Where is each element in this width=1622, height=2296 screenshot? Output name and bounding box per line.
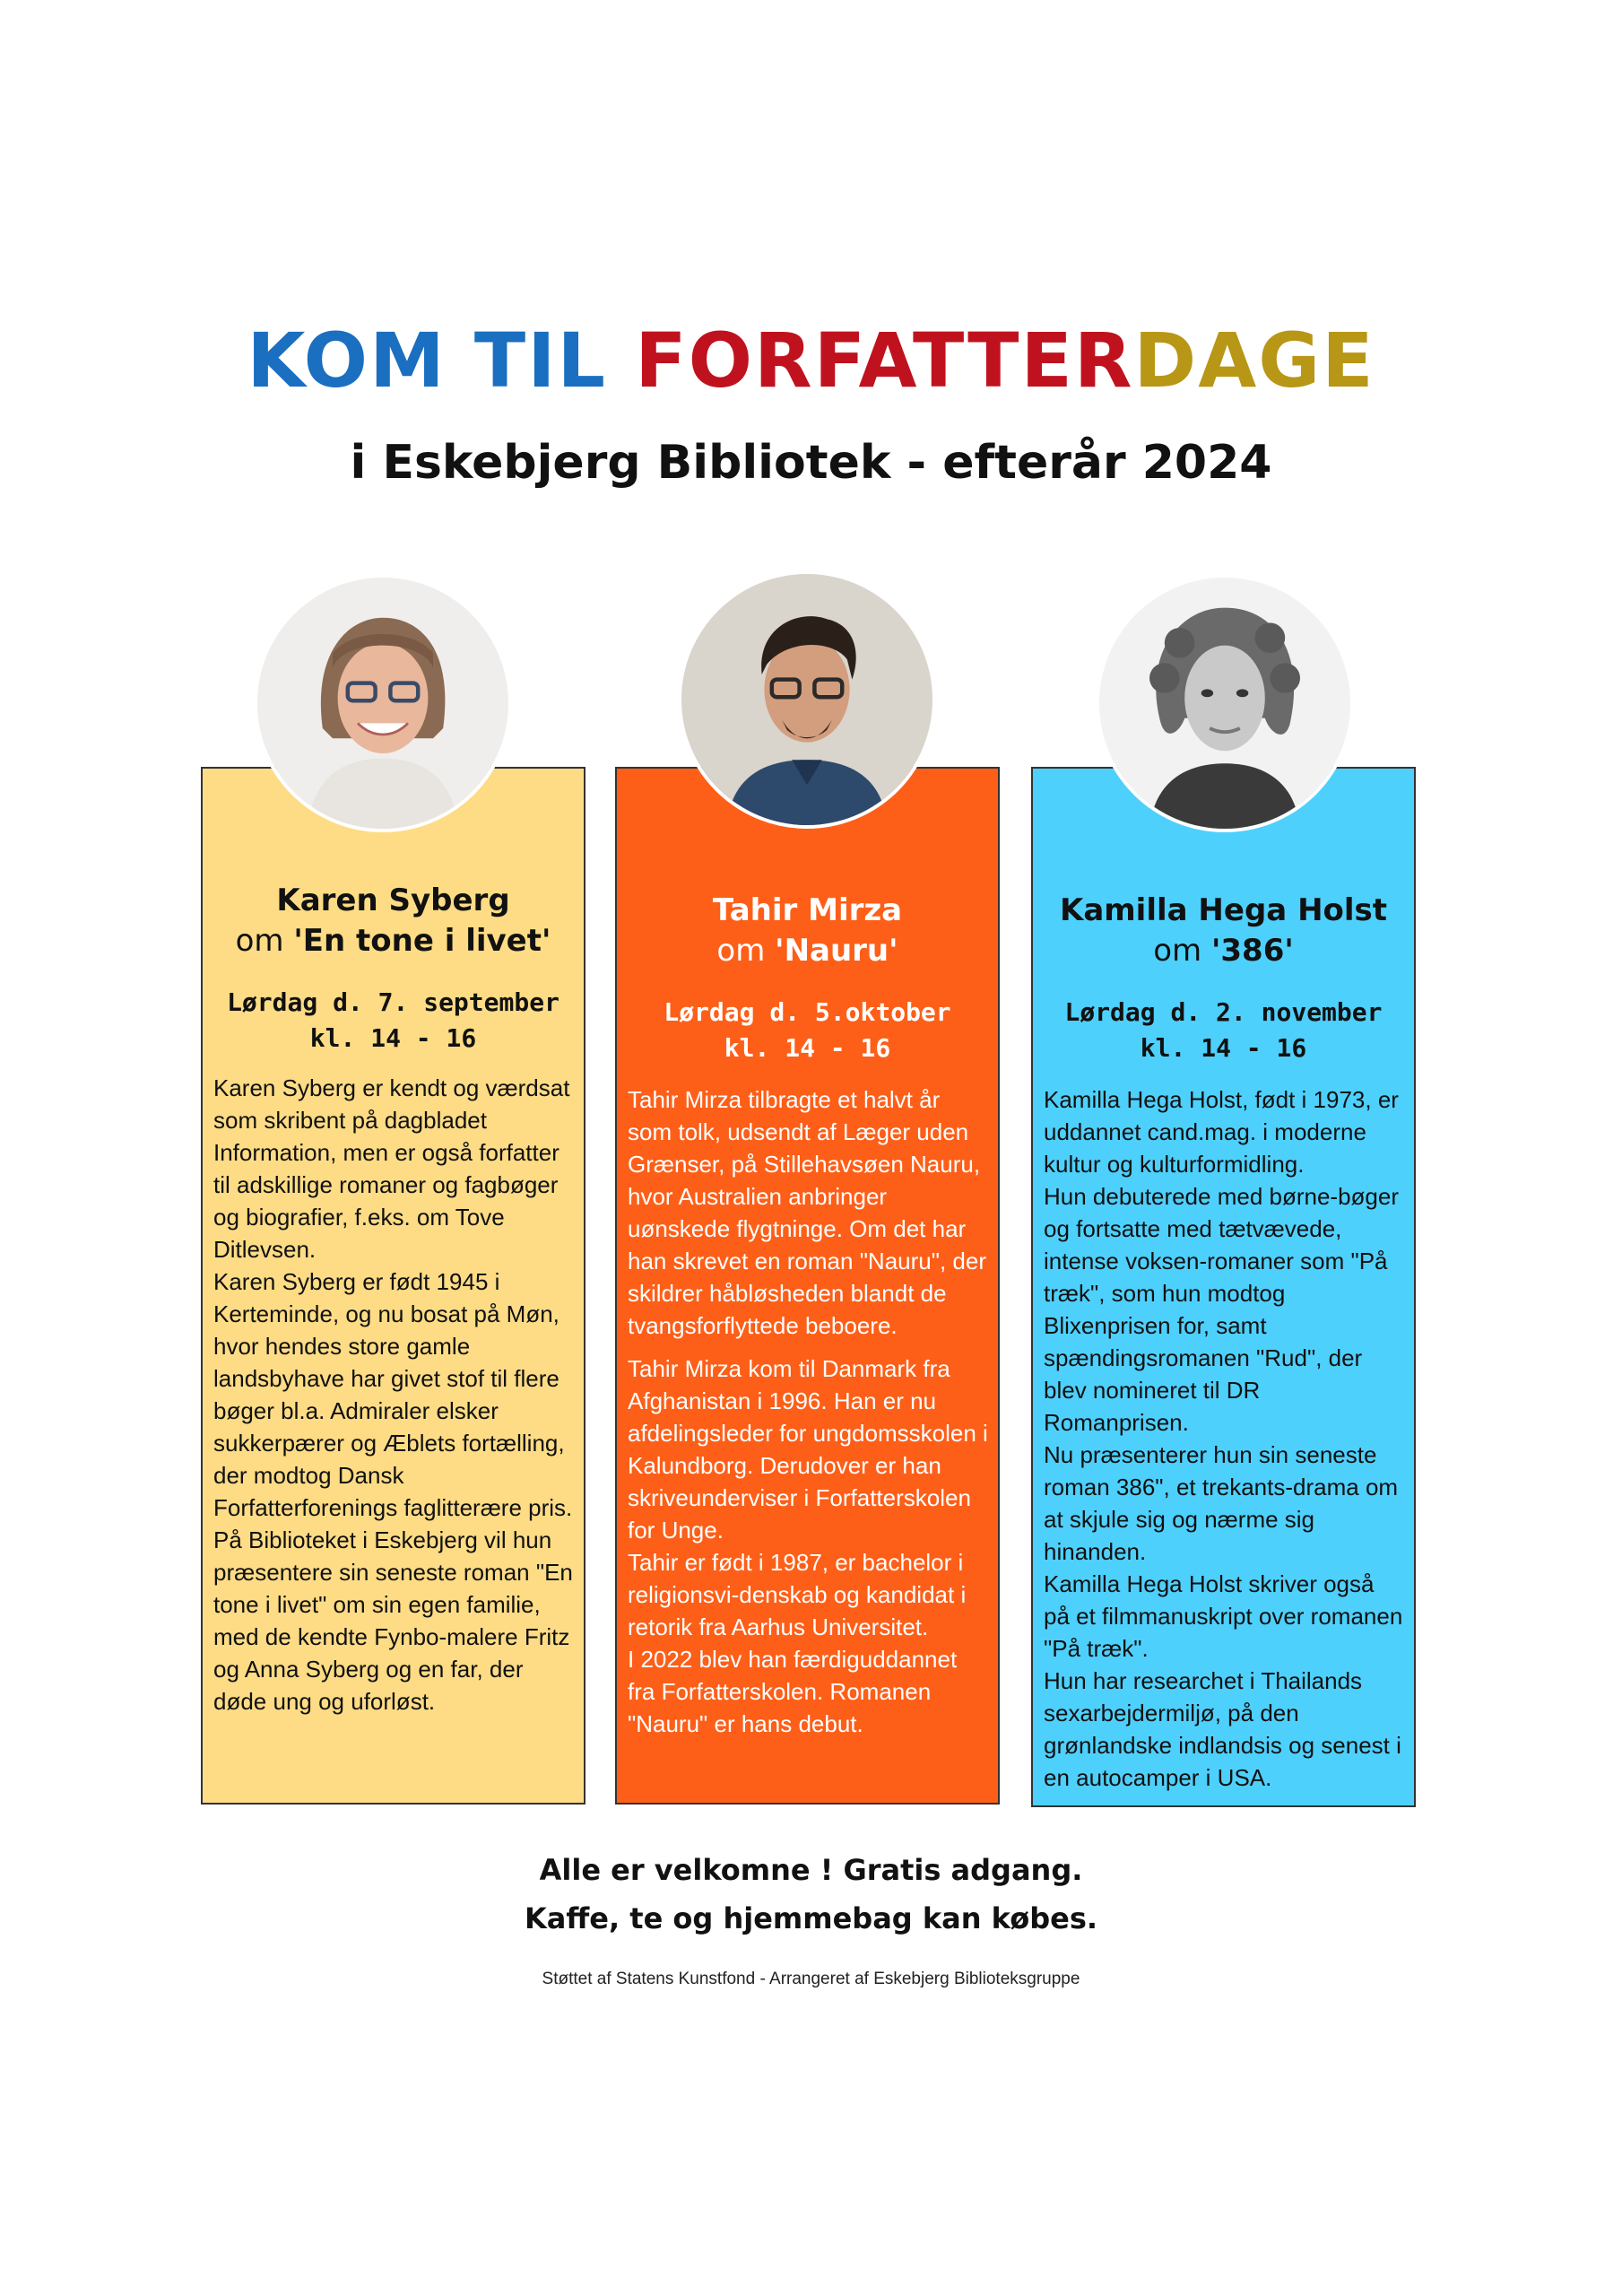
event-time: kl. 14 - 16 (1140, 1033, 1307, 1064)
work-title: '386' (1210, 933, 1294, 970)
bio-paragraph: Karen Syberg er født 1945 i Kerteminde, og nu bosat på Møn, hvor hendes store gamle landsbyhave har givet stof til flere bøger bl.a. Admiraler elsker sukkerpærer og Æblets fortælling, der modtog Dansk Forfatterforenings faglitterære pris. (213, 1267, 573, 1521)
bio-paragraph: Tahir Mirza tilbragte et halvt år som tolk, udsendt af Læger uden Grænser, på Stillehavsøen Nauru, hvor Australien anbringer uønskede flygtninge. Om det har han skrevet en roman "Nauru", der skildrer håbløsheden blandt de tvangsforflyttede beboere. (628, 1085, 986, 1339)
event-date: Lørdag d. 2. november (1064, 996, 1383, 1027)
bio-paragraph: Kamilla Hega Holst skriver også på et filmmanuskript over romanen "På træk". (1044, 1570, 1403, 1662)
portrait-tahir-image (681, 574, 932, 825)
author-work (617, 930, 998, 973)
footer-refreshments: Kaffe, te og hjemmebag kan købes. (524, 1901, 1098, 1935)
portrait-karen-syberg (254, 574, 512, 832)
author-bio (1033, 1083, 1414, 1794)
headline-part-forfatter: FORFATTER (635, 317, 1134, 404)
bio-paragraph: Hun debuterede med børne-bøger og fortsatte med tætvævede, intense voksen-romaner som "På træk", som hun modtog Blixenprisen for, samt spændingsromanen "Rud", der blev nomineret til DR Romanprisen. (1044, 1182, 1400, 1436)
author-work (1033, 930, 1414, 973)
bio-paragraph: Tahir er født i 1987, er bachelor i religionsvi-denskab og kandidat i retorik fra Aarhus Universitet. (628, 1548, 967, 1640)
author-name: Tahir Mirza (712, 892, 903, 928)
work-title: 'En tone i livet' (293, 923, 551, 960)
footer-welcome: Alle er velkomne ! Gratis adgang. (539, 1853, 1083, 1887)
portrait-kamilla-hega-holst (1096, 574, 1354, 832)
headline-part-kom-til: KOM TIL (247, 317, 636, 404)
author-work (203, 920, 584, 963)
work-title: 'Nauru' (775, 933, 898, 970)
work-prefix: om (1153, 933, 1211, 970)
portrait-tahir-mirza (678, 570, 936, 829)
bio-paragraph: I 2022 blev han færdiguddannet fra Forfatterskolen. Romanen "Nauru" er hans debut. (628, 1645, 958, 1737)
sponsor-credit: Støttet af Statens Kunstfond - Arrangeret af Eskebjerg Biblioteksgruppe (542, 1970, 1080, 1988)
author-bio (617, 1083, 998, 1740)
bio-paragraph: Hun har researchet i Thailands sexarbejdermiljø, på den grønlandske indlandsis og senest i en autocamper i USA. (1044, 1666, 1401, 1791)
event-date: Lørdag d. 7. september (227, 987, 559, 1017)
event-date: Lørdag d. 5.oktober (664, 996, 951, 1027)
poster-headline (0, 317, 1622, 404)
event-time: kl. 14 - 16 (309, 1023, 477, 1054)
bio-paragraph: Karen Syberg er kendt og værdsat som skribent på dagbladet Information, men er også forfatter til adskillige romaner og fagbøger og biografier, f.eks. om Tove Ditlevsen. (213, 1074, 570, 1263)
author-card-tahir-mirza (615, 767, 1000, 1805)
work-prefix: om (716, 933, 776, 970)
poster-subtitle: i Eskebjerg Bibliotek - efterår 2024 (350, 436, 1272, 490)
headline-part-dage: DAGE (1133, 317, 1375, 404)
bio-paragraph: Kamilla Hega Holst, født i 1973, er uddannet cand.mag. i moderne kultur og kulturformidling. (1044, 1085, 1399, 1178)
author-card-karen-syberg (201, 767, 585, 1805)
work-prefix: om (235, 923, 294, 960)
poster-footer (0, 1846, 1622, 1943)
bio-paragraph: Tahir Mirza kom til Danmark fra Afghanistan i 1996. Han er nu afdelingsleder for ungdomsskolen i Kalundborg. Derudover er han skriveunderviser i Forfatterskolen for Unge. (628, 1354, 988, 1544)
bio-paragraph: På Biblioteket i Eskebjerg vil hun præsentere sin seneste roman "En tone i livet" om sin egen familie, med de kendte Fynbo-malere Fritz og Anna Syberg og en far, der døde ung og uforløst. (213, 1526, 573, 1715)
portrait-kamilla-image (1099, 578, 1350, 829)
portrait-karen-image (257, 578, 508, 829)
bio-paragraph: Nu præsenterer hun sin seneste roman 386", et trekants-drama om at skjule sig og nærme sig hinanden. (1044, 1440, 1399, 1565)
author-bio (203, 1072, 584, 1718)
author-name: Kamilla Hega Holst (1059, 892, 1388, 928)
author-name: Karen Syberg (276, 883, 510, 918)
event-time: kl. 14 - 16 (724, 1033, 891, 1064)
author-card-kamilla-hega-holst (1031, 767, 1416, 1807)
